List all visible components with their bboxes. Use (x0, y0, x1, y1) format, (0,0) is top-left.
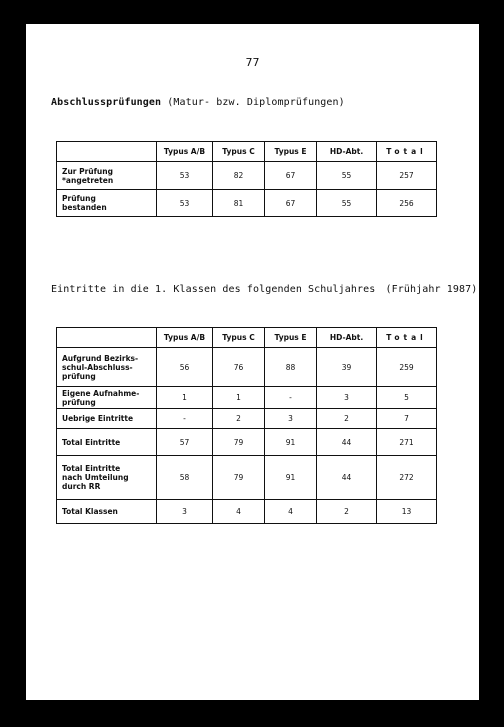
value-cell: 1 (213, 387, 265, 409)
value-cell: 81 (213, 190, 265, 217)
table-row (57, 190, 437, 217)
header-cell: Typus A/B (157, 328, 213, 348)
row-label: Prüfung bestanden (57, 190, 157, 217)
value-cell: 3 (265, 409, 317, 429)
value-cell: - (157, 409, 213, 429)
value-cell: 91 (265, 429, 317, 456)
header-cell: HD-Abt. (317, 142, 377, 162)
header-cell (57, 142, 157, 162)
header-cell: HD-Abt. (317, 328, 377, 348)
value-cell: 39 (317, 348, 377, 387)
value-cell: 4 (265, 500, 317, 524)
value-cell: 7 (377, 409, 437, 429)
table-row (57, 387, 437, 409)
value-cell: 67 (265, 190, 317, 217)
header-cell: Total (377, 328, 437, 348)
value-cell: 56 (157, 348, 213, 387)
value-cell: 58 (157, 456, 213, 500)
value-cell: 4 (213, 500, 265, 524)
table-row (57, 348, 437, 387)
section1-title: Abschlussprüfungen (51, 97, 162, 108)
value-cell: 79 (213, 456, 265, 500)
value-cell: 55 (317, 162, 377, 190)
section1-subtitle: (Matur- bzw. Diplomprüfungen) (167, 97, 345, 108)
value-cell: 259 (377, 348, 437, 387)
value-cell: 256 (377, 190, 437, 217)
value-cell: 76 (213, 348, 265, 387)
value-cell: 67 (265, 162, 317, 190)
row-label: Total Eintritte nach Umteilung durch RR (57, 456, 157, 500)
table-row (57, 500, 437, 524)
value-cell: 271 (377, 429, 437, 456)
page-number: 77 (245, 56, 260, 69)
section2-heading (51, 284, 477, 295)
header-cell: Typus C (213, 142, 265, 162)
section2-title: Eintritte in die 1. Klassen des folgenden Schuljahres (51, 284, 376, 295)
document-page (26, 24, 479, 700)
value-cell: 88 (265, 348, 317, 387)
value-cell: 5 (377, 387, 437, 409)
value-cell: 1 (157, 387, 213, 409)
row-label: Aufgrund Bezirks- schul-Abschluss- prüfung (57, 348, 157, 387)
value-cell: 2 (213, 409, 265, 429)
value-cell: 3 (157, 500, 213, 524)
value-cell: - (265, 387, 317, 409)
value-cell: 82 (213, 162, 265, 190)
value-cell: 2 (317, 500, 377, 524)
admissions-table (56, 327, 437, 524)
row-label: Total Eintritte (57, 429, 157, 456)
value-cell: 79 (213, 429, 265, 456)
header-cell (57, 328, 157, 348)
value-cell: 91 (265, 456, 317, 500)
exam-results-table (56, 141, 437, 217)
row-label: Eigene Aufnahme- prüfung (57, 387, 157, 409)
row-label: Total Klassen (57, 500, 157, 524)
row-label: Zur Prüfung *angetreten (57, 162, 157, 190)
header-cell: Total (377, 142, 437, 162)
value-cell: 2 (317, 409, 377, 429)
value-cell: 44 (317, 429, 377, 456)
value-cell: 44 (317, 456, 377, 500)
table-header-row (57, 328, 437, 348)
header-cell: Typus E (265, 328, 317, 348)
value-cell: 257 (377, 162, 437, 190)
table-row (57, 409, 437, 429)
table-header-row (57, 142, 437, 162)
value-cell: 53 (157, 162, 213, 190)
value-cell: 53 (157, 190, 213, 217)
value-cell: 13 (377, 500, 437, 524)
row-label: Uebrige Eintritte (57, 409, 157, 429)
value-cell: 57 (157, 429, 213, 456)
table-row (57, 429, 437, 456)
header-cell: Typus C (213, 328, 265, 348)
table-row (57, 162, 437, 190)
value-cell: 55 (317, 190, 377, 217)
value-cell: 3 (317, 387, 377, 409)
section2-subtitle: (Frühjahr 1987) (385, 284, 478, 295)
header-cell: Typus E (265, 142, 317, 162)
header-cell: Typus A/B (157, 142, 213, 162)
table-row (57, 456, 437, 500)
section1-heading (51, 97, 345, 108)
value-cell: 272 (377, 456, 437, 500)
